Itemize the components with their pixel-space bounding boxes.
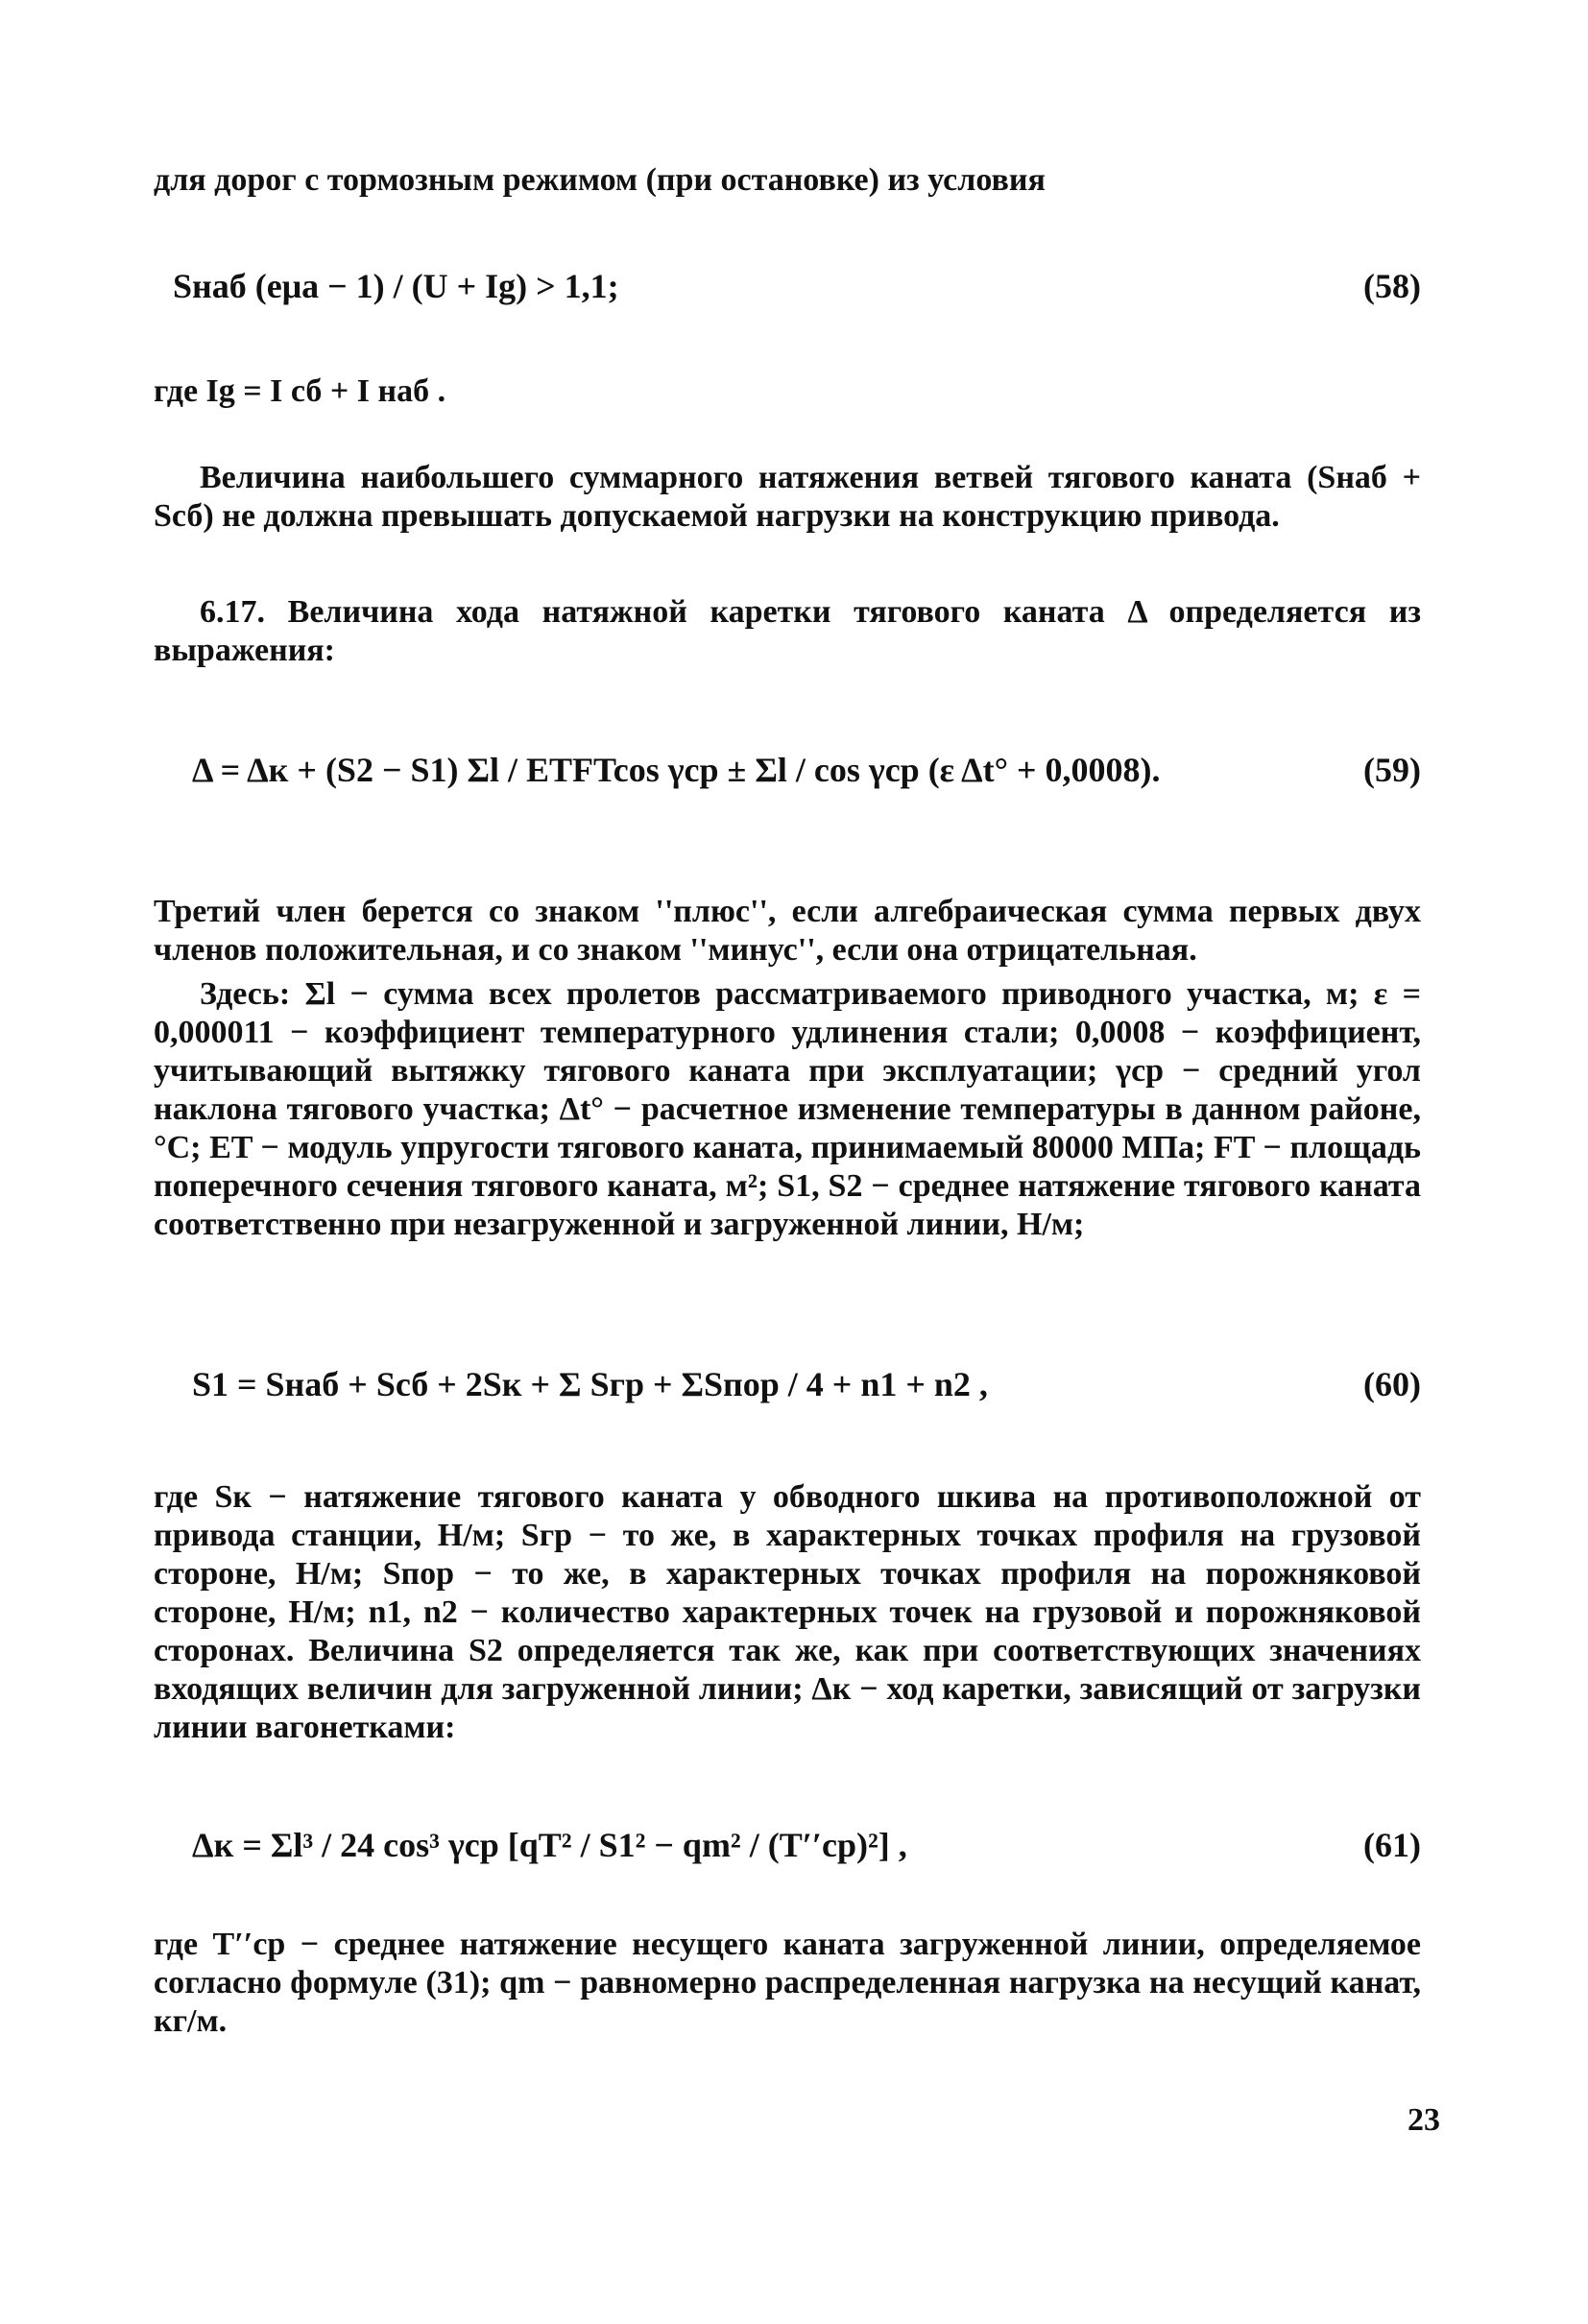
formula-60 [154,1363,1421,1405]
formula-61-expression: Δк = Σl³ / 24 cos³ γср [qT² / S1² − qm² / (T′′ср)²] , [192,1826,907,1864]
formula-59 [154,749,1421,791]
intro-line: для дорог с тормозным режимом (при остановке) из условия [154,162,1046,198]
paragraph-third-term: Третий член берется со знаком ''плюс'', если алгебраическая сумма первых двух членов положительная, и со знаком ''минус'', если она отрицательная. [154,894,1421,968]
formula-58 [154,265,1421,307]
formula-58-number: (58) [1363,267,1421,305]
paragraph-here: Здесь: Σl − сумма всех пролетов рассматриваемого приводного участка, м; ε = 0,000011 − коэффициент температурного удлинения стали; 0,0008 − коэффициент, учитывающий вытяжку тягового каната при эксплуатации; γср − средний угол наклона тягового участка; Δt° − расчетное изменение температуры в данном районе, °С; ET − модуль упругости тягового каната, принимаемый 80000 МПа; FT − площадь поперечного сечения тягового каната, м²; S1, S2 − среднее натяжение тягового каната соответственно при незагруженной и загруженной линии, Н/м; [154,976,1421,1242]
paragraph-where-60: где Sк − натяжение тягового каната у обводного шкива на противоположной от привода станции, Н/м; Sгр − то же, в характерных точках профиля на грузовой стороне, Н/м; Sпор − то же, в характерных точках профиля на порожняковой стороне, Н/м; n1, n2 − количество характерных точек на грузовой и порожняковой сторонах. Величина S2 определяется так же, как при соответствующих значениях входящих величин для загруженной линии; Δк − ход каретки, зависящий от загрузки линии вагонетками: [154,1479,1421,1745]
formula-58-expression: Sнаб (eμa − 1) / (U + Ig) > 1,1; [173,267,619,305]
paragraph-where-61: где T′′ср − среднее натяжение несущего каната загруженной линии, определяемое согласно формуле (31); qm − равномерно распределенная нагрузка на несущий канат, кг/м. [154,1927,1421,2039]
formula-60-number: (60) [1363,1365,1421,1403]
formula-61 [154,1824,1421,1866]
formula-60-expression: S1 = Sнаб + Sсб + 2Sк + Σ Sгр + ΣSпор / 4 + n1 + n2 , [192,1365,988,1403]
paragraph-6-17: 6.17. Величина хода натяжной каретки тягового каната Δ определяется из выражения: [154,594,1421,668]
formula-61-number: (61) [1363,1826,1421,1864]
paragraph-tension: Величина наибольшего суммарного натяжения ветвей тягового каната (Sнаб + Sсб) не должна превышать допускаемой нагрузки на конструкцию привода. [154,460,1421,534]
formula-59-number: (59) [1363,751,1421,789]
page-number: 23 [1408,2102,1440,2138]
formula-59-expression: Δ = Δк + (S2 − S1) Σl / ETFTcos γср ± Σl / cos γср (ε Δt° + 0,0008). [192,751,1161,789]
where-58: где Ig = I сб + I наб . [154,373,446,409]
